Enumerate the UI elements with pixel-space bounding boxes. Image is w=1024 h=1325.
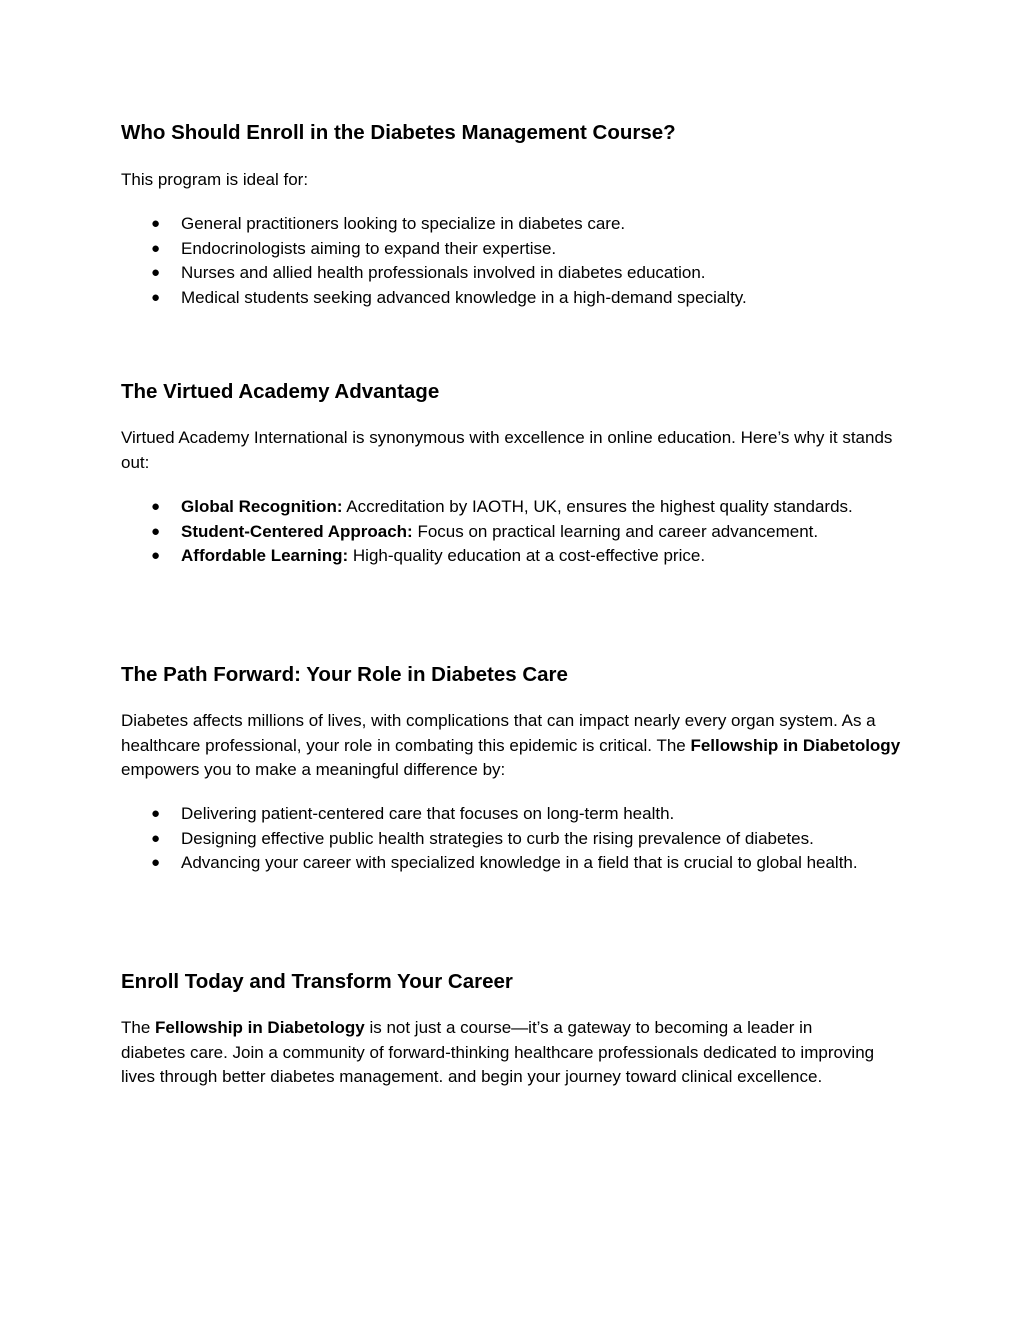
- list-item: ● Medical students seeking advanced knowledge in a high-demand specialty.: [121, 286, 871, 311]
- section-heading-path-forward: The Path Forward: Your Role in Diabetes Care: [121, 663, 568, 686]
- bullet-icon: ●: [151, 215, 161, 232]
- list-item: ● Student-Centered Approach: Focus on practical learning and career advancement.: [121, 520, 871, 545]
- bullet-icon: ●: [151, 288, 161, 306]
- item-label: Affordable Learning:: [181, 546, 349, 565]
- list-item: ● General practitioners looking to specialize in diabetes care.: [121, 212, 871, 237]
- audience-list: [121, 212, 911, 310]
- list-item: ● Designing effective public health strategies to curb the rising prevalence of diabetes.: [121, 827, 871, 852]
- bullet-icon: ●: [151, 829, 161, 847]
- bullet-icon: ●: [151, 522, 161, 540]
- section-body: The Fellowship in Diabetology is not just a course—it’s a gateway to becoming a leader in diabetes care. Join a community of forward-thinking healthcare professionals dedicated to improving lives through better diabetes management. and begin your journey toward clinical excellence.: [121, 1018, 875, 1086]
- section-heading-enroll-today: Enroll Today and Transform Your Career: [121, 970, 513, 993]
- section-intro: Diabetes affects millions of lives, with complications that can impact nearly every organ system. As a healthcare professional, your role in combating this epidemic is critical. The Fellowship in Diabetology empowers you to make a meaningful difference by:: [121, 711, 901, 779]
- item-label: Student-Centered Approach:: [181, 521, 413, 541]
- advantage-list: [121, 495, 911, 569]
- list-item: ● Affordable Learning: High-quality education at a cost-effective price.: [121, 544, 871, 569]
- section-intro: This program is ideal for:: [121, 170, 309, 189]
- impact-list: [121, 802, 911, 876]
- bullet-icon: ●: [151, 547, 161, 564]
- bullet-icon: ●: [151, 854, 161, 871]
- bullet-icon: ●: [151, 264, 161, 281]
- bullet-icon: ●: [151, 805, 161, 822]
- list-item: ● Global Recognition: Accreditation by IAOTH, UK, ensures the highest quality standards.: [121, 495, 871, 520]
- bullet-icon: ●: [151, 239, 161, 257]
- section-heading-academy-advantage: The Virtued Academy Advantage: [121, 380, 440, 403]
- list-item: ● Delivering patient-centered care that focuses on long-term health.: [121, 802, 871, 827]
- program-name: Fellowship in Diabetology: [690, 735, 901, 755]
- section-intro: Virtued Academy International is synonymous with excellence in online education. Here’s why it stands out:: [121, 428, 893, 472]
- list-item: ● Nurses and allied health professionals involved in diabetes education.: [121, 261, 871, 286]
- bullet-icon: ●: [151, 498, 161, 515]
- item-label: Global Recognition:: [181, 497, 343, 516]
- section-heading-who-should-enroll: Who Should Enroll in the Diabetes Management Course?: [121, 121, 676, 144]
- list-item: ● Endocrinologists aiming to expand their expertise.: [121, 237, 871, 262]
- list-item: ● Advancing your career with specialized knowledge in a field that is crucial to global health.: [121, 851, 871, 876]
- program-name: Fellowship in Diabetology: [155, 1018, 365, 1037]
